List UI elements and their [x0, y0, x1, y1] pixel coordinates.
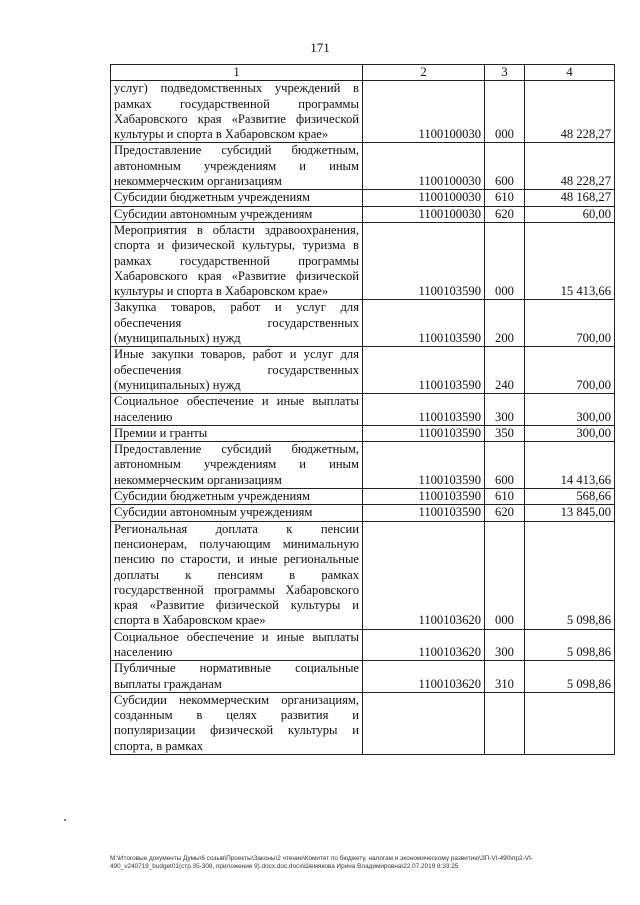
row-vr-cell: 310	[485, 661, 525, 693]
row-name-cell: Иные закупки товаров, работ и услуг для обеспечения государственных (муниципальных) нужд	[111, 347, 363, 394]
row-name-cell: Субсидии бюджетным учреждениям	[111, 489, 363, 505]
table-row	[111, 347, 615, 394]
row-name-cell: Субсидии автономным учреждениям	[111, 505, 363, 521]
margin-mark	[64, 819, 66, 821]
table-row	[111, 661, 615, 693]
row-vr-cell: 620	[485, 505, 525, 521]
table-row	[111, 442, 615, 489]
row-sum-cell: 5 098,86	[525, 661, 615, 693]
row-name-cell: Региональная доплата к пенсии пенсионерам, получающим минимальную пенсию по старости, и иные региональные доплаты к пенсиям в рамках государственной программы Хабаровского края «Развитие физической культуры и спорта в Хабаровском крае»	[111, 521, 363, 629]
row-vr-cell: 000	[485, 521, 525, 629]
row-name-cell: Публичные нормативные социальные выплаты гражданам	[111, 661, 363, 693]
row-name-cell: Социальное обеспечение и иные выплаты населению	[111, 394, 363, 426]
row-code-cell: 1100103620	[363, 521, 485, 629]
header-col-3: 3	[485, 65, 525, 81]
row-name-cell: Закупка товаров, работ и услуг для обеспечения государственных (муниципальных) нужд	[111, 300, 363, 347]
row-code-cell: 1100100030	[363, 190, 485, 206]
page-number: 171	[310, 40, 330, 55]
table-header-row	[111, 65, 615, 81]
table-row	[111, 425, 615, 441]
row-name-cell: услуг) подведомственных учреждений в рамках государственной программы Хабаровского края «Развитие физической культуры и спорта в Хабаровском крае»	[111, 81, 363, 143]
row-vr-cell: 600	[485, 143, 525, 190]
table-row	[111, 521, 615, 629]
row-name-cell: Предоставление субсидий бюджетным, автономным учреждениям и иным некоммерческим организациям	[111, 143, 363, 190]
row-vr-cell: 000	[485, 222, 525, 299]
row-sum-cell: 15 413,66	[525, 222, 615, 299]
row-name-cell: Мероприятия в области здравоохранения, спорта и физической культуры, туризма в рамках государственной программы Хабаровского края «Развитие физической культуры и спорта в Хабаровском крае»	[111, 222, 363, 299]
row-code-cell	[363, 692, 485, 754]
row-sum-cell: 48 168,27	[525, 190, 615, 206]
row-sum-cell: 700,00	[525, 347, 615, 394]
row-name-cell: Субсидии бюджетным учреждениям	[111, 190, 363, 206]
budget-table	[110, 64, 615, 755]
footer-file-path: М:\Итоговые документы Думы\6 созыв\Проекты\Законы\2 чтение\Комитет по бюджету, налогам и экономическому развитию\ЗП-VI-490\пр2-VI-490_v240719_budget01(стр.35-308, приложение 9).docx.doc.docx\Шемякова Ирина Владимировна\22.07.2019 8:33:25	[110, 855, 533, 870]
row-vr-cell: 240	[485, 347, 525, 394]
row-sum-cell: 48 228,27	[525, 81, 615, 143]
row-vr-cell: 600	[485, 442, 525, 489]
row-code-cell: 1100103590	[363, 442, 485, 489]
table-row	[111, 143, 615, 190]
table-row	[111, 190, 615, 206]
row-name-cell: Социальное обеспечение и иные выплаты населению	[111, 629, 363, 661]
row-vr-cell: 610	[485, 489, 525, 505]
table-row	[111, 489, 615, 505]
row-code-cell: 1100103590	[363, 394, 485, 426]
row-vr-cell: 350	[485, 425, 525, 441]
table-row	[111, 81, 615, 143]
row-sum-cell: 48 228,27	[525, 143, 615, 190]
table-row	[111, 629, 615, 661]
row-code-cell: 1100103590	[363, 425, 485, 441]
row-code-cell: 1100103590	[363, 489, 485, 505]
row-name-cell: Субсидии некоммерческим организациям, созданным в целях развития и популяризации физической культуры и спорта, в рамках	[111, 692, 363, 754]
row-sum-cell: 300,00	[525, 394, 615, 426]
row-sum-cell: 14 413,66	[525, 442, 615, 489]
table-row	[111, 505, 615, 521]
row-sum-cell: 13 845,00	[525, 505, 615, 521]
row-sum-cell: 700,00	[525, 300, 615, 347]
table-row	[111, 300, 615, 347]
row-vr-cell: 000	[485, 81, 525, 143]
row-vr-cell: 300	[485, 629, 525, 661]
row-vr-cell: 300	[485, 394, 525, 426]
table-row	[111, 206, 615, 222]
row-vr-cell: 610	[485, 190, 525, 206]
row-sum-cell: 300,00	[525, 425, 615, 441]
header-col-2: 2	[363, 65, 485, 81]
header-col-1: 1	[111, 65, 363, 81]
row-name-cell: Субсидии автономным учреждениям	[111, 206, 363, 222]
table-row	[111, 394, 615, 426]
row-code-cell: 1100103620	[363, 661, 485, 693]
row-code-cell: 1100103620	[363, 629, 485, 661]
header-col-4: 4	[525, 65, 615, 81]
row-code-cell: 1100103590	[363, 222, 485, 299]
row-sum-cell	[525, 692, 615, 754]
row-code-cell: 1100103590	[363, 300, 485, 347]
row-code-cell: 1100103590	[363, 347, 485, 394]
row-vr-cell: 200	[485, 300, 525, 347]
row-name-cell: Предоставление субсидий бюджетным, автономным учреждениям и иным некоммерческим организациям	[111, 442, 363, 489]
row-code-cell: 1100103590	[363, 505, 485, 521]
row-vr-cell	[485, 692, 525, 754]
row-sum-cell: 5 098,86	[525, 521, 615, 629]
table-row	[111, 222, 615, 299]
row-sum-cell: 60,00	[525, 206, 615, 222]
row-sum-cell: 5 098,86	[525, 629, 615, 661]
row-name-cell: Премии и гранты	[111, 425, 363, 441]
row-sum-cell: 568,66	[525, 489, 615, 505]
table-row	[111, 692, 615, 754]
row-vr-cell: 620	[485, 206, 525, 222]
row-code-cell: 1100100030	[363, 81, 485, 143]
row-code-cell: 1100100030	[363, 206, 485, 222]
row-code-cell: 1100100030	[363, 143, 485, 190]
